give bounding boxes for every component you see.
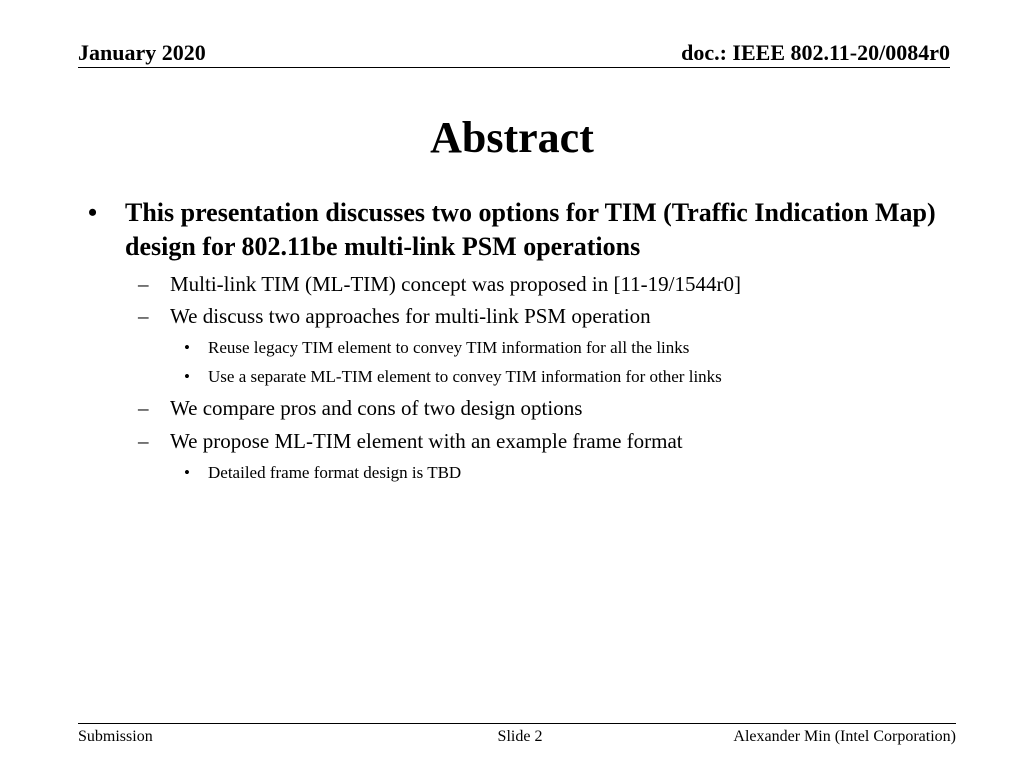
sub-sub-bullet-marker: • xyxy=(184,338,190,357)
sub-bullet-text: We propose ML-TIM element with an example frame format xyxy=(170,429,683,453)
slide-title: Abstract xyxy=(430,113,594,162)
footer-author: Alexander Min (Intel Corporation) xyxy=(733,728,956,745)
header-date: January 2020 xyxy=(78,40,206,65)
sub-bullet-marker: – xyxy=(138,396,149,420)
header-doc-id: doc.: IEEE 802.11-20/0084r0 xyxy=(681,40,950,65)
main-bullet-text: This presentation discusses two options for TIM (Traffic Indication Map) design for 802.11be multi-link PSM operations xyxy=(125,198,936,261)
sub-bullet-marker: – xyxy=(138,272,149,296)
sub-sub-bullet-text: Detailed frame format design is TBD xyxy=(208,463,462,482)
sub-bullet-text: We compare pros and cons of two design options xyxy=(170,396,583,420)
sub-bullet-text: We discuss two approaches for multi-link PSM operation xyxy=(170,304,651,328)
footer-slide-number: Slide 2 xyxy=(497,728,543,745)
sub-sub-bullet-text: Use a separate ML-TIM element to convey TIM information for other links xyxy=(208,367,722,386)
sub-sub-bullet-marker: • xyxy=(184,367,190,386)
sub-bullet-marker: – xyxy=(138,429,149,453)
footer-divider xyxy=(78,723,956,724)
main-bullet-marker: • xyxy=(88,198,98,227)
footer-submission: Submission xyxy=(78,728,153,745)
sub-bullet-marker: – xyxy=(138,304,149,328)
sub-sub-bullet-text: Reuse legacy TIM element to convey TIM information for all the links xyxy=(208,338,690,357)
sub-sub-bullet-marker: • xyxy=(184,463,190,482)
sub-bullet-text: Multi-link TIM (ML-TIM) concept was proposed in [11-19/1544r0] xyxy=(170,272,741,296)
